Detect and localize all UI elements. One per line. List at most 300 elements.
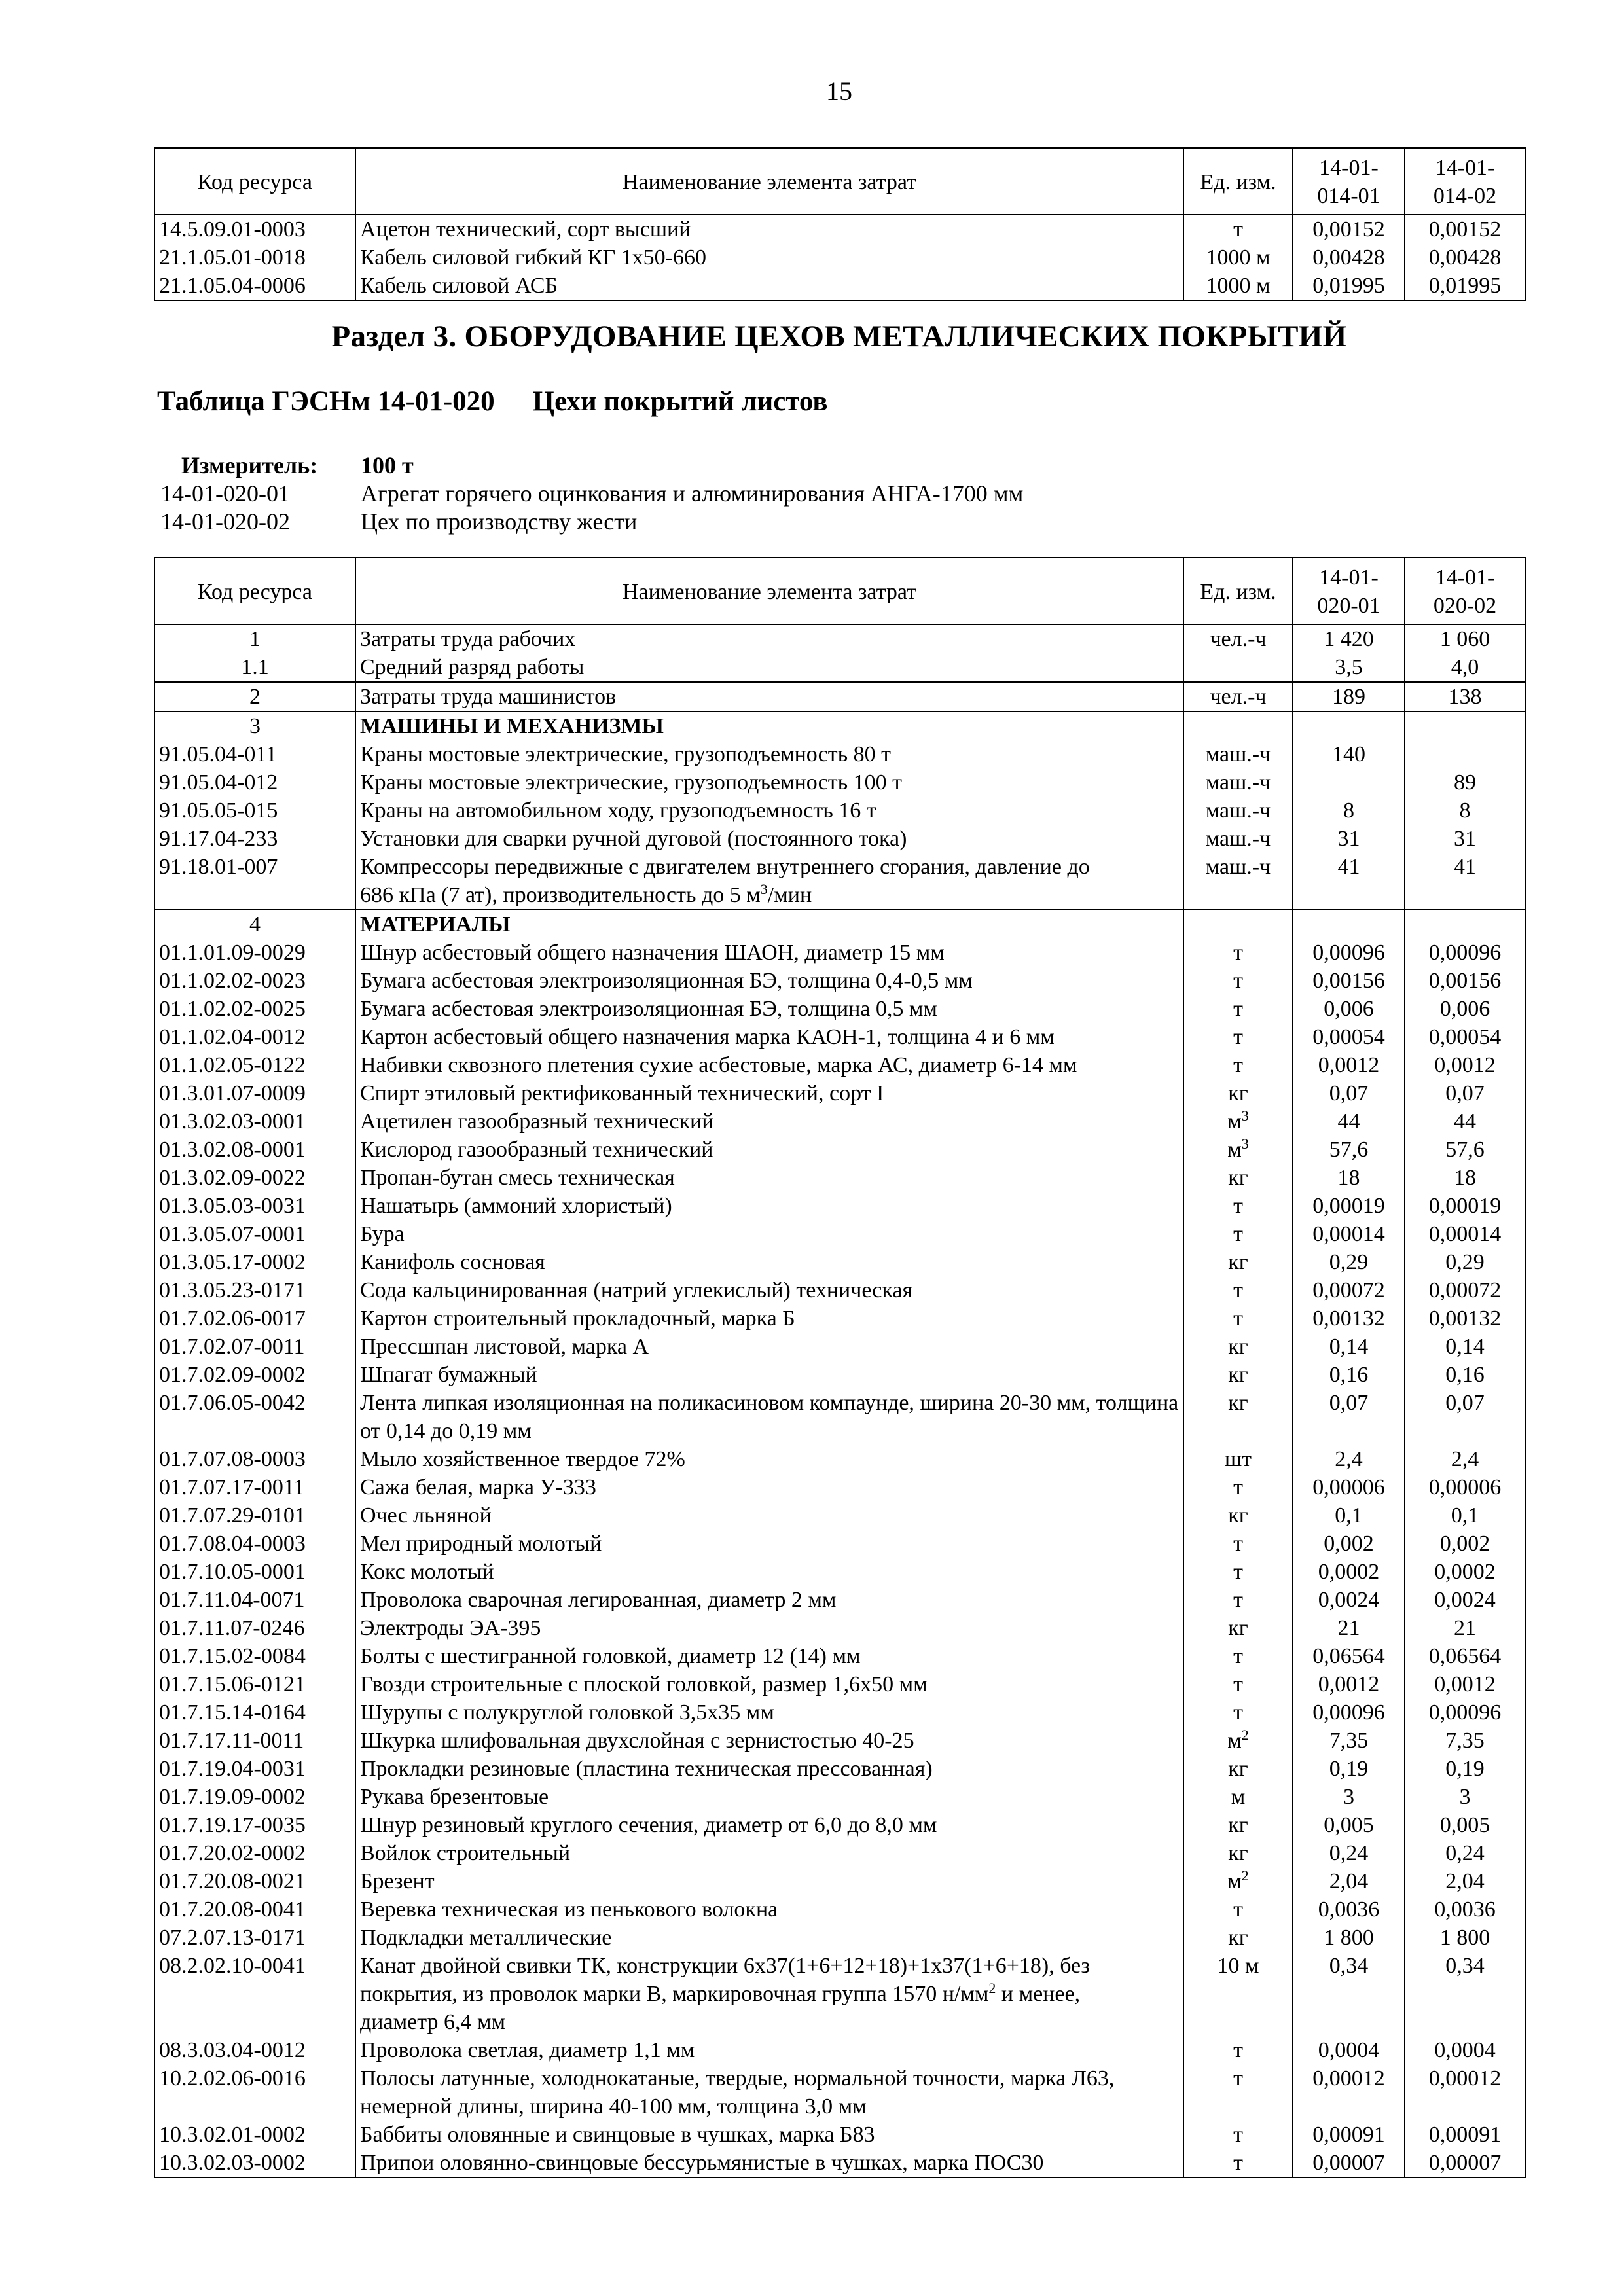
row-name: Бумага асбестовая электроизоляционная БЭ, толщина 0,4-0,5 мм — [355, 967, 1183, 995]
header-code: Код ресурса — [154, 148, 355, 215]
table-row — [154, 2149, 1525, 2178]
row-name: Затраты труда машинистов — [355, 682, 1183, 711]
row-unit: т — [1183, 1895, 1293, 1924]
row-code: 01.7.20.08-0021 — [154, 1867, 355, 1895]
table-row — [154, 1895, 1525, 1924]
row-unit: м — [1183, 1783, 1293, 1811]
table-row — [154, 272, 1525, 300]
table-row — [154, 1051, 1525, 1079]
row-value-2: 0,16 — [1405, 1361, 1525, 1389]
table-row — [154, 1867, 1525, 1895]
row-unit: т — [1183, 2149, 1293, 2178]
row-name: Ацетон технический, сорт высший — [355, 215, 1183, 243]
row-code: 01.7.07.17-0011 — [154, 1473, 355, 1501]
table-row — [154, 1276, 1525, 1304]
row-value-1: 0,00132 — [1293, 1304, 1405, 1333]
row-name: Припои оловянно-свинцовые бессурьмянистые в чушках, марка ПОС30 — [355, 2149, 1183, 2178]
row-unit: 1000 м — [1183, 243, 1293, 272]
row-unit: кг — [1183, 1164, 1293, 1192]
table-row — [154, 740, 1525, 768]
row-value-1: 0,24 — [1293, 1839, 1405, 1867]
row-value-1: 0,01995 — [1293, 272, 1405, 300]
row-value-2: 0,14 — [1405, 1333, 1525, 1361]
row-value-1: 0,00096 — [1293, 939, 1405, 967]
table-row — [154, 1952, 1525, 2036]
row-value-2: 0,1 — [1405, 1501, 1525, 1530]
row-value-1: 0,00156 — [1293, 967, 1405, 995]
row-code: 01.7.20.02-0002 — [154, 1839, 355, 1867]
row-name: Компрессоры передвижные с двигателем внутреннего сгорания, давление до 686 кПа (7 ат), производительность до 5 $м^3$/мин — [355, 853, 1183, 910]
row-unit: $м^3$ — [1183, 1136, 1293, 1164]
row-name: Мел природный молотый — [355, 1530, 1183, 1558]
row-code: 10.2.02.06-0016 — [154, 2064, 355, 2121]
row-name: Сода кальцинированная (натрий углекислый) техническая — [355, 1276, 1183, 1304]
row-value-2: 0,0012 — [1405, 1670, 1525, 1698]
row-unit: маш.-ч — [1183, 740, 1293, 768]
row-code: 2 — [154, 682, 355, 711]
row-unit: т — [1183, 1192, 1293, 1220]
row-code: 01.7.02.09-0002 — [154, 1361, 355, 1389]
row-value-1 — [1293, 768, 1405, 797]
row-value-2: 0,0002 — [1405, 1558, 1525, 1586]
row-value-1: 0,34 — [1293, 1952, 1405, 2036]
header-col1: 14-01- 020-01 — [1293, 558, 1405, 624]
row-value-1: 0,00054 — [1293, 1023, 1405, 1051]
row-code: 08.3.03.04-0012 — [154, 2036, 355, 2064]
row-name: Шкурка шлифовальная двухслойная с зернистостью 40-25 — [355, 1727, 1183, 1755]
row-code: 91.17.04-233 — [154, 825, 355, 853]
row-unit: т — [1183, 1670, 1293, 1698]
table-row — [154, 1361, 1525, 1389]
row-value-1: 8 — [1293, 797, 1405, 825]
row-value-1: 0,00096 — [1293, 1698, 1405, 1727]
row-value-2: 3 — [1405, 1783, 1525, 1811]
row-name: Спирт этиловый ректификованный технический, сорт I — [355, 1079, 1183, 1107]
row-unit: т — [1183, 1051, 1293, 1079]
row-name: Краны мостовые электрические, грузоподъемность 100 т — [355, 768, 1183, 797]
section-title: Раздел 3. ОБОРУДОВАНИЕ ЦЕХОВ МЕТАЛЛИЧЕСКИХ ПОКРЫТИЙ — [331, 319, 1347, 353]
row-value-1: 44 — [1293, 1107, 1405, 1136]
table-row — [154, 1727, 1525, 1755]
row-unit: кг — [1183, 1333, 1293, 1361]
row-code: 91.05.04-012 — [154, 768, 355, 797]
row-name: Краны на автомобильном ходу, грузоподъемность 16 т — [355, 797, 1183, 825]
row-unit: т — [1183, 1698, 1293, 1727]
row-value-1: 140 — [1293, 740, 1405, 768]
table-row — [154, 1586, 1525, 1614]
table-row — [154, 1783, 1525, 1811]
meter-label: Измеритель: — [181, 452, 318, 478]
row-name: Нашатырь (аммоний хлористый) — [355, 1192, 1183, 1220]
row-unit: кг — [1183, 1811, 1293, 1839]
row-name: Болты с шестигранной головкой, диаметр 12 (14) мм — [355, 1642, 1183, 1670]
row-name: Рукава брезентовые — [355, 1783, 1183, 1811]
row-value-1: 7,35 — [1293, 1727, 1405, 1755]
row-code: 1 — [154, 624, 355, 653]
row-unit: маш.-ч — [1183, 797, 1293, 825]
row-value-1: 0,0002 — [1293, 1558, 1405, 1586]
row-code: 91.05.04-011 — [154, 740, 355, 768]
row-value-2: 0,00072 — [1405, 1276, 1525, 1304]
row-value-1: 57,6 — [1293, 1136, 1405, 1164]
row-value-1: 0,29 — [1293, 1248, 1405, 1276]
row-value-2: 0,00156 — [1405, 967, 1525, 995]
row-code: 21.1.05.04-0006 — [154, 272, 355, 300]
row-value-2: 0,00152 — [1405, 215, 1525, 243]
table-header-row — [154, 558, 1525, 624]
table-row — [154, 1558, 1525, 1586]
table-row — [154, 653, 1525, 682]
row-value-1: 0,06564 — [1293, 1642, 1405, 1670]
row-unit: маш.-ч — [1183, 853, 1293, 910]
row-value-2: 0,00091 — [1405, 2121, 1525, 2149]
row-value-1: 3 — [1293, 1783, 1405, 1811]
row-value-2: 0,00096 — [1405, 1698, 1525, 1727]
row-unit: 1000 м — [1183, 272, 1293, 300]
row-unit: т — [1183, 1530, 1293, 1558]
row-value-2: 0,0012 — [1405, 1051, 1525, 1079]
row-unit: т — [1183, 939, 1293, 967]
meter-block — [160, 452, 1023, 536]
row-value-2: 44 — [1405, 1107, 1525, 1136]
table-row — [154, 768, 1525, 797]
row-unit: т — [1183, 2036, 1293, 2064]
table-row — [154, 1079, 1525, 1107]
table-row — [154, 1248, 1525, 1276]
row-unit: кг — [1183, 1389, 1293, 1445]
row-value-1: 3,5 — [1293, 653, 1405, 682]
row-name: Проволока сварочная легированная, диаметр 2 мм — [355, 1586, 1183, 1614]
header-col1: 14-01- 014-01 — [1293, 148, 1405, 215]
row-name: Веревка техническая из пенькового волокна — [355, 1895, 1183, 1924]
top-table-body — [154, 215, 1525, 300]
row-value-1: 189 — [1293, 682, 1405, 711]
row-code: 91.05.05-015 — [154, 797, 355, 825]
row-value-1: 0,0024 — [1293, 1586, 1405, 1614]
row-value-1: 0,006 — [1293, 995, 1405, 1023]
page-number: 15 — [826, 77, 852, 106]
row-name: МАТЕРИАЛЫ — [355, 910, 1183, 939]
row-name: Бумага асбестовая электроизоляционная БЭ, толщина 0,5 мм — [355, 995, 1183, 1023]
table-row — [154, 2121, 1525, 2149]
row-value-1: 18 — [1293, 1164, 1405, 1192]
row-value-1: 31 — [1293, 825, 1405, 853]
row-value-1: 0,00014 — [1293, 1220, 1405, 1248]
row-code: 01.7.15.14-0164 — [154, 1698, 355, 1727]
row-value-2: 31 — [1405, 825, 1525, 853]
table-row — [154, 1839, 1525, 1867]
row-value-2: 1 800 — [1405, 1924, 1525, 1952]
row-value-2: 0,00096 — [1405, 939, 1525, 967]
table-header-row — [154, 148, 1525, 215]
row-code: 01.3.05.03-0031 — [154, 1192, 355, 1220]
row-unit: маш.-ч — [1183, 825, 1293, 853]
row-value-1: 0,00091 — [1293, 2121, 1405, 2149]
table-row — [154, 2064, 1525, 2121]
header-unit: Ед. изм. — [1183, 558, 1293, 624]
table-row — [154, 910, 1525, 939]
row-value-2: 0,00006 — [1405, 1473, 1525, 1501]
row-value-1: 0,0036 — [1293, 1895, 1405, 1924]
row-unit: т — [1183, 1023, 1293, 1051]
table-row — [154, 624, 1525, 653]
row-unit: $м^2$ — [1183, 1727, 1293, 1755]
row-value-2: 0,29 — [1405, 1248, 1525, 1276]
row-name: Брезент — [355, 1867, 1183, 1895]
table-row — [154, 243, 1525, 272]
table-row — [154, 1164, 1525, 1192]
row-unit: кг — [1183, 1614, 1293, 1642]
row-code: 07.2.07.13-0171 — [154, 1924, 355, 1952]
row-code: 01.1.02.02-0025 — [154, 995, 355, 1023]
row-code: 91.18.01-007 — [154, 853, 355, 910]
table-row — [154, 1642, 1525, 1670]
row-value-2: 0,34 — [1405, 1952, 1525, 2036]
row-name: Прессшпан листовой, марка А — [355, 1333, 1183, 1361]
header-name: Наименование элемента затрат — [355, 558, 1183, 624]
row-unit: кг — [1183, 1839, 1293, 1867]
row-unit: чел.-ч — [1183, 682, 1293, 711]
row-name: Подкладки металлические — [355, 1924, 1183, 1952]
row-name: Набивки сквозного плетения сухие асбестовые, марка АС, диаметр 6-14 мм — [355, 1051, 1183, 1079]
row-value-1: 0,0012 — [1293, 1670, 1405, 1698]
row-code: 01.7.06.05-0042 — [154, 1389, 355, 1445]
table-row — [154, 939, 1525, 967]
row-unit: т — [1183, 1558, 1293, 1586]
table-row — [154, 1924, 1525, 1952]
table-row — [154, 1023, 1525, 1051]
row-unit: кг — [1183, 1924, 1293, 1952]
table-row — [154, 1192, 1525, 1220]
row-value-2: 0,19 — [1405, 1755, 1525, 1783]
row-name: Мыло хозяйственное твердое 72% — [355, 1445, 1183, 1473]
row-value-2: 0,005 — [1405, 1811, 1525, 1839]
row-code: 14.5.09.01-0003 — [154, 215, 355, 243]
row-value-1: 0,07 — [1293, 1389, 1405, 1445]
row-name: Кислород газообразный технический — [355, 1136, 1183, 1164]
row-name: Канифоль сосновая — [355, 1248, 1183, 1276]
row-code: 08.2.02.10-0041 — [154, 1952, 355, 2036]
table-row — [154, 1670, 1525, 1698]
meter-value: 100 т — [361, 452, 414, 478]
row-name: Кабель силовой гибкий КГ 1х50-660 — [355, 243, 1183, 272]
row-value-2: 0,00012 — [1405, 2064, 1525, 2121]
row-unit: т — [1183, 1304, 1293, 1333]
row-unit: $м^2$ — [1183, 1867, 1293, 1895]
group-materials — [154, 910, 1525, 2178]
row-value-2: 0,00014 — [1405, 1220, 1525, 1248]
row-value-1: 0,002 — [1293, 1530, 1405, 1558]
row-value-1: 0,00012 — [1293, 2064, 1405, 2121]
group-labor-operators — [154, 682, 1525, 711]
table-row — [154, 825, 1525, 853]
row-unit: кг — [1183, 1755, 1293, 1783]
table-title — [157, 386, 866, 418]
row-unit: т — [1183, 1276, 1293, 1304]
row-unit: кг — [1183, 1248, 1293, 1276]
row-code: 01.7.07.08-0003 — [154, 1445, 355, 1473]
row-value-2: 0,24 — [1405, 1839, 1525, 1867]
row-value-1: 0,14 — [1293, 1333, 1405, 1361]
row-unit: кг — [1183, 1361, 1293, 1389]
row-code: 01.3.02.03-0001 — [154, 1107, 355, 1136]
row-code: 01.3.05.17-0002 — [154, 1248, 355, 1276]
row-value-1: 0,16 — [1293, 1361, 1405, 1389]
row-value-2: 0,002 — [1405, 1530, 1525, 1558]
table-row — [154, 1501, 1525, 1530]
row-value-1: 41 — [1293, 853, 1405, 910]
row-name: Картон строительный прокладочный, марка Б — [355, 1304, 1183, 1333]
table-row — [154, 1445, 1525, 1473]
row-value-2: 0,0024 — [1405, 1586, 1525, 1614]
row-value-1: 0,005 — [1293, 1811, 1405, 1839]
table-row — [154, 967, 1525, 995]
row-name: Бура — [355, 1220, 1183, 1248]
row-value-2: 2,4 — [1405, 1445, 1525, 1473]
table-row — [154, 1107, 1525, 1136]
row-unit: т — [1183, 1586, 1293, 1614]
row-name: Затраты труда рабочих — [355, 624, 1183, 653]
row-code: 01.3.05.23-0171 — [154, 1276, 355, 1304]
row-value-2: 1 060 — [1405, 624, 1525, 653]
row-value-2: 18 — [1405, 1164, 1525, 1192]
row-code: 1.1 — [154, 653, 355, 682]
row-value-2: 21 — [1405, 1614, 1525, 1642]
row-code: 01.1.02.04-0012 — [154, 1023, 355, 1051]
row-unit: шт — [1183, 1445, 1293, 1473]
row-value-2: 0,006 — [1405, 995, 1525, 1023]
row-code: 01.3.01.07-0009 — [154, 1079, 355, 1107]
table-row — [154, 1220, 1525, 1248]
table-row — [154, 1755, 1525, 1783]
meter-item-code: 14-01-020-02 — [160, 509, 290, 535]
row-code: 01.1.02.02-0023 — [154, 967, 355, 995]
row-value-2: 0,00019 — [1405, 1192, 1525, 1220]
row-value-2: 0,00428 — [1405, 243, 1525, 272]
table-row — [154, 1333, 1525, 1361]
row-value-2: 0,07 — [1405, 1079, 1525, 1107]
row-value-1: 0,07 — [1293, 1079, 1405, 1107]
table-row — [154, 711, 1525, 740]
row-name: Шнур асбестовый общего назначения ШАОН, диаметр 15 мм — [355, 939, 1183, 967]
row-value-2: 41 — [1405, 853, 1525, 910]
row-value-2: 0,06564 — [1405, 1642, 1525, 1670]
row-code: 01.7.15.06-0121 — [154, 1670, 355, 1698]
row-unit: маш.-ч — [1183, 768, 1293, 797]
row-name: Полосы латунные, холоднокатаные, твердые, нормальной точности, марка Л63, немерной длины, ширина 40-100 мм, толщина 3,0 мм — [355, 2064, 1183, 2121]
header-col2: 14-01- 020-02 — [1405, 558, 1525, 624]
table-row — [154, 1304, 1525, 1333]
meter-item-name: Агрегат горячего оцинкования и алюминирования АНГА-1700 мм — [361, 480, 1024, 507]
row-value-2: 138 — [1405, 682, 1525, 711]
row-value-1: 0,00019 — [1293, 1192, 1405, 1220]
row-value-2: 0,07 — [1405, 1389, 1525, 1445]
meter-item-code: 14-01-020-01 — [160, 480, 290, 507]
row-name: Канат двойной свивки ТК, конструкции 6х37(1+6+12+18)+1х37(1+6+18), без покрытия, из проволок марки В, маркировочная группа 1570 $н/мм^2$ и менее, диаметр 6,4 мм — [355, 1952, 1183, 2036]
row-name: Гвозди строительные с плоской головкой, размер 1,6х50 мм — [355, 1670, 1183, 1698]
row-value-1: 1 800 — [1293, 1924, 1405, 1952]
row-value-1: 0,0004 — [1293, 2036, 1405, 2064]
row-name: Шпагат бумажный — [355, 1361, 1183, 1389]
row-unit: т — [1183, 215, 1293, 243]
row-name: Средний разряд работы — [355, 653, 1183, 682]
row-name: Лента липкая изоляционная на поликасиновом компаунде, ширина 20-30 мм, толщина от 0,14 до 0,19 мм — [355, 1389, 1183, 1445]
row-code: 01.7.07.29-0101 — [154, 1501, 355, 1530]
row-code: 01.7.11.04-0071 — [154, 1586, 355, 1614]
row-value-2 — [1405, 740, 1525, 768]
row-code: 10.3.02.01-0002 — [154, 2121, 355, 2149]
row-name: Кокс молотый — [355, 1558, 1183, 1586]
group-machines — [154, 711, 1525, 910]
header-code: Код ресурса — [154, 558, 355, 624]
row-code: 01.3.02.09-0022 — [154, 1164, 355, 1192]
table-row — [154, 1389, 1525, 1445]
row-value-1: 0,0012 — [1293, 1051, 1405, 1079]
row-code: 4 — [154, 910, 355, 939]
row-value-2: 0,00054 — [1405, 1023, 1525, 1051]
row-unit — [1183, 653, 1293, 682]
row-code: 01.7.17.11-0011 — [154, 1727, 355, 1755]
row-value-1: 2,04 — [1293, 1867, 1405, 1895]
row-code: 01.7.20.08-0041 — [154, 1895, 355, 1924]
row-value-2: 0,0004 — [1405, 2036, 1525, 2064]
row-value-1: 0,1 — [1293, 1501, 1405, 1530]
row-code: 01.7.02.06-0017 — [154, 1304, 355, 1333]
meter-item-name: Цех по производству жести — [361, 509, 638, 535]
row-name: Кабель силовой АСБ — [355, 272, 1183, 300]
row-unit: т — [1183, 1642, 1293, 1670]
table-row — [154, 1136, 1525, 1164]
row-unit: т — [1183, 2064, 1293, 2121]
row-code: 01.7.19.17-0035 — [154, 1811, 355, 1839]
row-value-2: 7,35 — [1405, 1727, 1525, 1755]
row-value-1: 0,00007 — [1293, 2149, 1405, 2178]
table-row — [154, 1811, 1525, 1839]
row-name: Картон асбестовый общего назначения марка КАОН-1, толщина 4 и 6 мм — [355, 1023, 1183, 1051]
row-code: 01.7.08.04-0003 — [154, 1530, 355, 1558]
row-value-1: 0,00152 — [1293, 215, 1405, 243]
row-value-1: 2,4 — [1293, 1445, 1405, 1473]
table-row — [154, 2036, 1525, 2064]
row-unit: чел.-ч — [1183, 624, 1293, 653]
table-row — [154, 1614, 1525, 1642]
row-value-2: 0,00132 — [1405, 1304, 1525, 1333]
row-value-2: 0,01995 — [1405, 272, 1525, 300]
row-code: 3 — [154, 711, 355, 740]
row-name: Пропан-бутан смесь техническая — [355, 1164, 1183, 1192]
resource-table-continued — [154, 147, 1526, 301]
table-row — [154, 853, 1525, 910]
header-name: Наименование элемента затрат — [355, 148, 1183, 215]
row-unit: 10 м — [1183, 1952, 1293, 2036]
row-code: 01.7.02.07-0011 — [154, 1333, 355, 1361]
row-name: Баббиты оловянные и свинцовые в чушках, марка Б83 — [355, 2121, 1183, 2149]
row-code: 01.7.15.02-0084 — [154, 1642, 355, 1670]
row-name: Войлок строительный — [355, 1839, 1183, 1867]
row-unit: т — [1183, 1220, 1293, 1248]
row-code: 01.3.02.08-0001 — [154, 1136, 355, 1164]
row-value-1: 0,19 — [1293, 1755, 1405, 1783]
row-unit: кг — [1183, 1079, 1293, 1107]
table-row — [154, 1473, 1525, 1501]
row-code: 01.1.02.05-0122 — [154, 1051, 355, 1079]
row-name: Шурупы с полукруглой головкой 3,5х35 мм — [355, 1698, 1183, 1727]
row-unit: т — [1183, 995, 1293, 1023]
resource-table-main — [154, 557, 1526, 2178]
row-unit: кг — [1183, 1501, 1293, 1530]
row-value-2: 4,0 — [1405, 653, 1525, 682]
row-value-1: 1 420 — [1293, 624, 1405, 653]
